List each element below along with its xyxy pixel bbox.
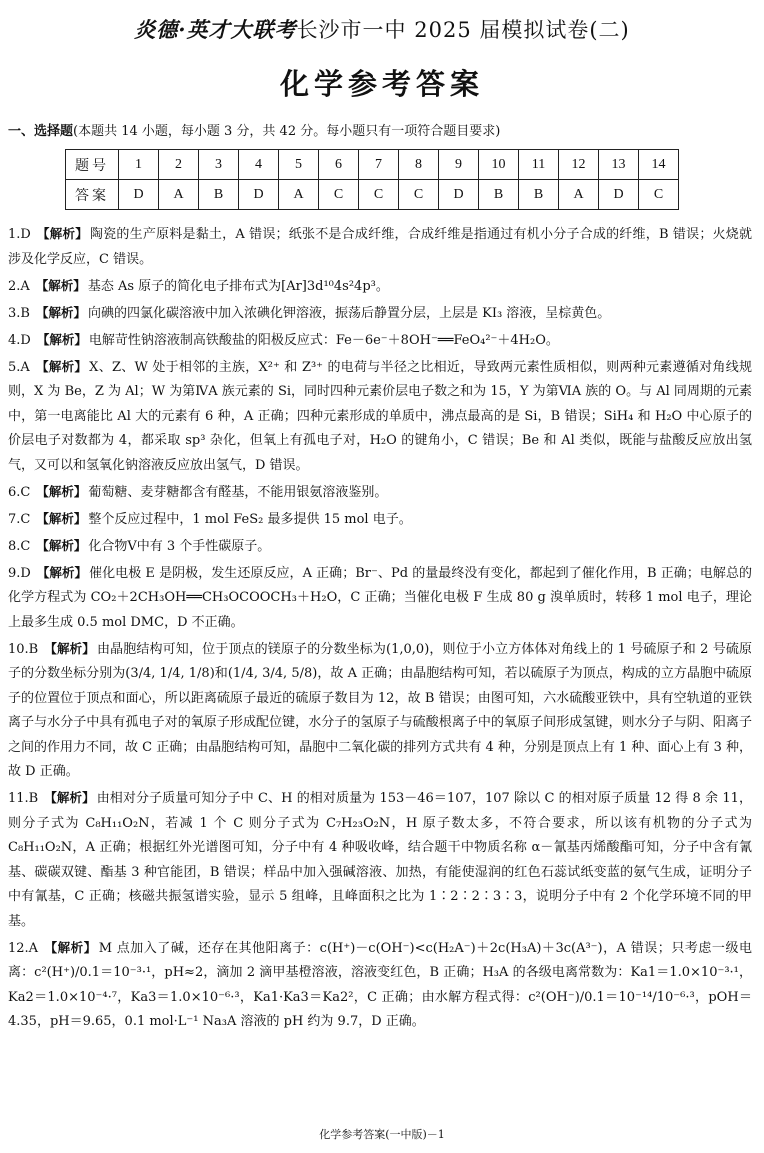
row-header-question: 题号 xyxy=(66,150,119,180)
item-text: 由相对分子质量可知分子中 C、H 的相对质量为 153－46＝107，107 除以 C 的相对原子质量 12 得 8 余 11，则分子式为 C₈H₁₁O₂N，若减 1 个 C 则分子式为 C₇H₂₃O₂N，H 原子数太多，不符合要求，所以该有机物的分子式为 C₈H₁₁O₂N，A 正确；根据红外光谱图可知，分子中有 4 种吸收峰，结合题干中物质名称 α－氰基丙烯酸酯可知，分子中含有氰基、碳碳双键、酯基 3 种官能团，B 错误；样品中加入强碱溶液、加热，有能使湿润的红色石蕊试纸变蓝的氨气生成，证明分子中有氰基，C 正确；核磁共振氢谱实验，显示 5 组峰，且峰面积之比为 1∶2∶2∶3∶3，说明分子中有 2 个化学环境不同的甲基。 xyxy=(8,791,752,929)
answer-letter: B xyxy=(519,180,559,210)
question-number: 6 xyxy=(319,150,359,180)
analysis-tag: 【解析】 xyxy=(36,483,87,499)
explanation-item xyxy=(8,355,752,479)
item-text: M 点加入了碱，还存在其他阳离子：c(H⁺)－c(OH⁻)<c(H₂A⁻)＋2c(H₃A)＋3c(A³⁻)，A 错误；只考虑一级电离：c²(H⁺)/0.1＝10⁻³·¹，pH≈2，滴加 2 滴甲基橙溶液，溶液变红色，B 正确；H₃A 的各级电离常数为：Ka1＝1.0×10⁻³·¹，Ka2＝1.0×10⁻⁴·⁷，Ka3＝1.0×10⁻⁶·³，Ka1·Ka3＝Ka2²，C 正确；由水解方程式得：c²(OH⁻)/0.1＝10⁻¹⁴/10⁻⁶·³，pOH＝4.35，pH＝9.65，0.1 mol·L⁻¹ Na₃A 溶液的 pH 约为 9.7，D 正确。 xyxy=(8,940,752,1029)
item-text: 葡萄糖、麦芽糖都含有醛基，不能用银氨溶液鉴别。 xyxy=(88,484,388,500)
explanation-item xyxy=(8,301,752,327)
answer-letter: D xyxy=(439,180,479,210)
analysis-tag: 【解析】 xyxy=(44,640,95,656)
item-number: 1.D xyxy=(8,227,31,242)
exam-header xyxy=(0,14,764,44)
item-text: 向碘的四氯化碳溶液中加入浓碘化钾溶液，振荡后静置分层，上层是 KI₃ 溶液，呈棕黄色。 xyxy=(87,305,611,321)
question-number: 13 xyxy=(599,150,639,180)
explanation-list xyxy=(8,222,752,1036)
explanation-item xyxy=(8,274,752,300)
answer-letter: C xyxy=(639,180,679,210)
item-number: 7.C xyxy=(8,511,31,527)
analysis-tag: 【解析】 xyxy=(36,331,87,347)
answer-letter: C xyxy=(399,180,439,210)
answer-letter: C xyxy=(319,180,359,210)
question-number: 11 xyxy=(519,150,559,180)
explanation-item xyxy=(8,786,752,934)
item-text: 催化电极 E 是阴极，发生还原反应，A 正确；Br⁻、Pd 的量最终没有变化，都起到了催化作用，B 正确；电解总的化学方程式为 CO₂＋2CH₃OH══CH₃OCOOCH₃＋H₂O，C 正确；当催化电极 F 生成 80 g 溴单质时，转移 1 mol 电子，理论上最多生成 0.5 mol DMC，D 不正确。 xyxy=(8,565,752,630)
analysis-tag: 【解析】 xyxy=(44,939,97,955)
page-title: 化学参考答案 xyxy=(279,67,484,101)
item-number: 8.C xyxy=(8,538,31,554)
explanation-item xyxy=(8,936,752,1035)
explanation-item xyxy=(8,222,752,272)
answer-letter: B xyxy=(479,180,519,210)
answer-table-row-numbers xyxy=(66,150,679,180)
explanation-item xyxy=(8,561,752,636)
answer-letter: B xyxy=(199,180,239,210)
page-footer: 化学参考答案(一中版)－1 xyxy=(319,1128,445,1141)
answer-letter: A xyxy=(559,180,599,210)
answer-table xyxy=(65,149,679,210)
exam-title: 长沙市一中 2025 届模拟试卷(二) xyxy=(296,18,630,42)
explanation-item xyxy=(8,328,752,354)
explanation-item xyxy=(8,480,752,506)
question-number: 14 xyxy=(639,150,679,180)
item-number: 4.D xyxy=(8,332,31,348)
question-number: 3 xyxy=(199,150,239,180)
item-text: 化合物Ⅴ中有 3 个手性碳原子。 xyxy=(88,538,271,554)
item-text: 电解苛性钠溶液制高铁酸盐的阳极反应式：Fe－6e⁻＋8OH⁻══FeO₄²⁻＋4H₂O。 xyxy=(88,332,559,348)
question-number: 5 xyxy=(279,150,319,180)
question-number: 1 xyxy=(119,150,159,180)
analysis-tag: 【解析】 xyxy=(44,790,95,805)
analysis-tag: 【解析】 xyxy=(36,226,88,241)
question-number: 10 xyxy=(479,150,519,180)
item-text: 由晶胞结构可知，位于顶点的镁原子的分数坐标为(1,0,0)，则位于小立方体体对角线上的 1 号硫原子和 2 号硫原子的分数坐标分别为(3/4, 1/4, 1/8)和(1/4, 3/4, 5/8)，故 A 正确；由晶胞结构可知，若以硫原子为顶点，构成的立方晶胞中硫原子的位置位于顶点和面心，所以距离硫原子最近的硫原子数目为 12，故 B 错误；由图可知，六水硫酸亚铁中，具有空轨道的亚铁离子与水分子中具有孤电子对的氧原子形成配位键，水分子的氢原子与硫酸根离子中的氧原子间形成氢键，则水分子与阴、阳离子之间的作用力不同，故 C 正确；由晶胞结构可知，晶胞中二氧化碳的排列方式共有 4 种，分别是顶点上有 1 种、面心上有 3 种，故 D 正确。 xyxy=(8,641,752,779)
question-number: 7 xyxy=(359,150,399,180)
item-number: 11.B xyxy=(8,791,39,806)
question-number: 9 xyxy=(439,150,479,180)
analysis-tag: 【解析】 xyxy=(35,358,88,374)
analysis-tag: 【解析】 xyxy=(36,537,87,553)
question-number: 2 xyxy=(159,150,199,180)
item-text: 整个反应过程中，1 mol FeS₂ 最多提供 15 mol 电子。 xyxy=(88,511,412,527)
analysis-tag: 【解析】 xyxy=(35,277,86,293)
section-label: 一、选择题 xyxy=(8,124,74,139)
question-number: 12 xyxy=(559,150,599,180)
answer-letter: D xyxy=(119,180,159,210)
item-text: X、Z、W 处于相邻的主族，X²⁺ 和 Z³⁺ 的电荷与半径之比相近，导致两元素性质相似，则两种元素遵循对角线规则，X 为 Be，Z 为 Al；W 为第ⅣA 族元素的 Si，同时四种元素价层电子数之和为 15，Y 为第ⅥA 族的 O。与 Al 同周期的元素中，第一电离能比 Al 大的元素有 6 种，A 正确；四种元素形成的单质中，沸点最高的是 Si，B 错误；SiH₄ 和 H₂O 中心原子的价层电子对数都为 4，都采取 sp³ 杂化，但氧上有孤电子对，H₂O 的键角小，C 错误；Be 和 Al 类似，既能与盐酸反应放出氢气，又可以和氢氧化钠溶液反应放出氢气，D 错误。 xyxy=(8,359,752,473)
explanation-item xyxy=(8,534,752,560)
analysis-tag: 【解析】 xyxy=(36,564,88,580)
answer-letter: A xyxy=(279,180,319,210)
item-number: 2.A xyxy=(8,278,30,294)
answer-letter: D xyxy=(599,180,639,210)
item-text: 基态 As 原子的简化电子排布式为[Ar]3d¹⁰4s²4p³。 xyxy=(87,278,389,294)
answer-table-row-answers xyxy=(66,180,679,210)
item-number: 3.B xyxy=(8,305,30,321)
question-number: 4 xyxy=(239,150,279,180)
section-heading xyxy=(8,120,500,139)
item-number: 10.B xyxy=(8,641,39,657)
answer-letter: C xyxy=(359,180,399,210)
item-number: 12.A xyxy=(8,940,39,956)
explanation-item xyxy=(8,507,752,533)
section-note: (本题共 14 小题，每小题 3 分，共 42 分。每小题只有一项符合题目要求) xyxy=(73,124,501,139)
answer-letter: A xyxy=(159,180,199,210)
analysis-tag: 【解析】 xyxy=(36,510,87,526)
answer-letter: D xyxy=(239,180,279,210)
item-text: 陶瓷的生产原料是黏土，A 错误；纸张不是合成纤维，合成纤维是指通过有机小分子合成的纤维，B 错误；火烧就涉及化学反应，C 错误。 xyxy=(8,227,752,267)
item-number: 6.C xyxy=(8,484,31,500)
item-number: 9.D xyxy=(8,565,31,581)
analysis-tag: 【解析】 xyxy=(35,304,86,320)
explanation-item xyxy=(8,637,752,785)
exam-brand: 炎德·英才大联考 xyxy=(134,17,297,42)
row-header-answer: 答案 xyxy=(66,180,119,210)
item-number: 5.A xyxy=(8,359,30,375)
question-number: 8 xyxy=(399,150,439,180)
